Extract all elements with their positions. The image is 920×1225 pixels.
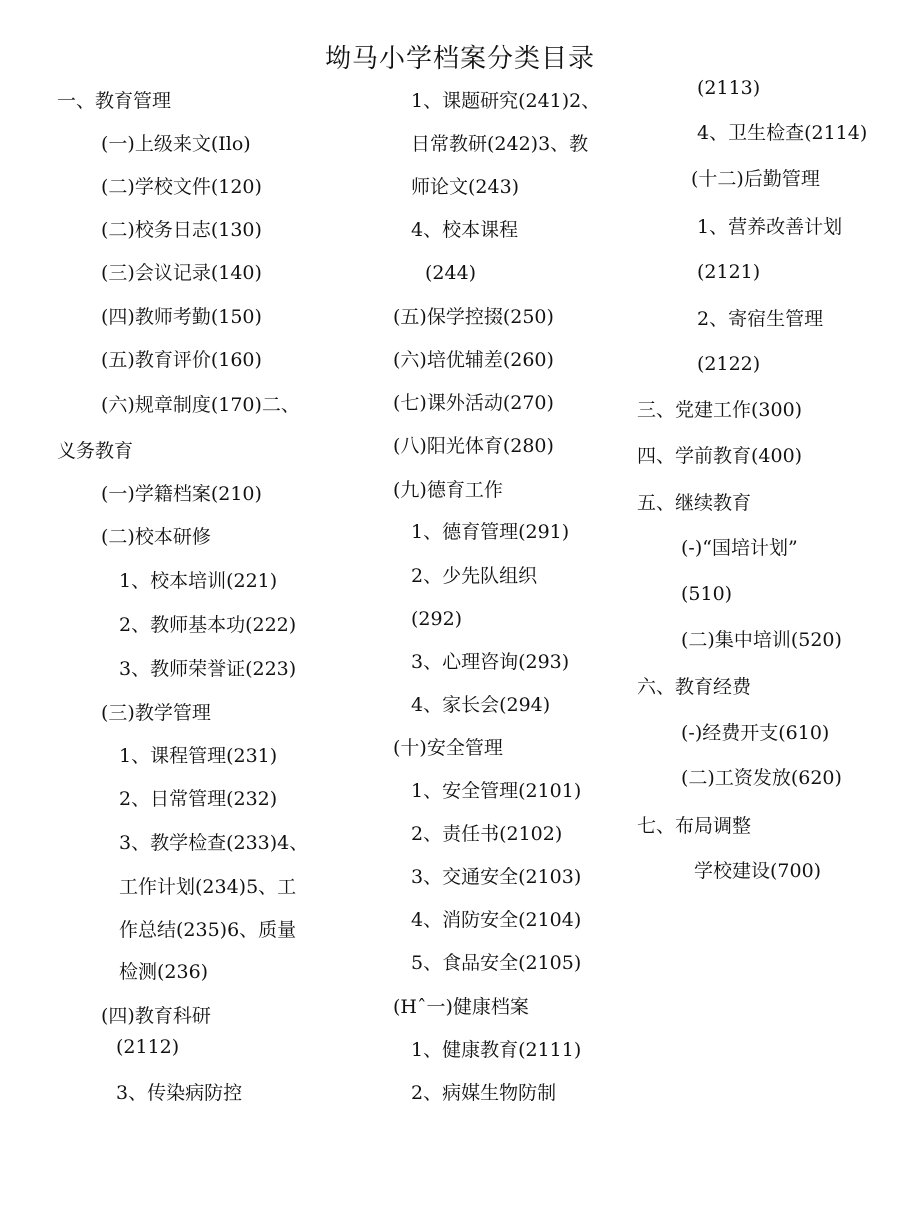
- catalog-entry: 作总结(235)6、质量: [119, 919, 297, 941]
- catalog-entry: 3、教学检查(233)4、: [119, 832, 309, 854]
- catalog-entry: 3、交通安全(2103): [411, 866, 582, 888]
- section-heading: 七、布局调整: [637, 815, 752, 837]
- catalog-entry: 1、安全管理(2101): [411, 780, 582, 802]
- catalog-entry: (2121): [697, 261, 761, 283]
- catalog-entry: (-)经费开支(610): [681, 722, 830, 744]
- document-title: 坳马小学档案分类目录: [324, 44, 595, 74]
- catalog-entry: 日常教研(242)3、教: [411, 133, 589, 155]
- catalog-entry: (-)“国培计划”: [681, 537, 798, 559]
- catalog-entry: (五)教育评价(160): [101, 349, 262, 371]
- catalog-entry: 1、德育管理(291): [411, 521, 570, 543]
- catalog-entry: 2、病媒生物防制: [411, 1082, 557, 1104]
- catalog-entry: (二)校务日志(130): [101, 219, 262, 241]
- catalog-entry: 4、卫生检查(2114): [697, 122, 868, 144]
- catalog-entry: (510): [681, 583, 733, 605]
- catalog-entry: 2、责任书(2102): [411, 823, 563, 845]
- catalog-entry: 1、校本培训(221): [119, 570, 278, 592]
- catalog-entry: 1、营养改善计划: [697, 216, 843, 238]
- catalog-entry: (九)德育工作: [393, 479, 503, 501]
- catalog-entry: (二)集中培训(520): [681, 629, 842, 651]
- catalog-entry: 1、课程管理(231): [119, 745, 278, 767]
- catalog-entry: 2、少先队组织: [411, 565, 538, 587]
- catalog-entry: (Hˆ一)健康档案: [393, 996, 529, 1018]
- catalog-entry: 1、健康教育(2111): [411, 1039, 582, 1061]
- catalog-entry: (六)规章制度(170)二、: [101, 394, 300, 416]
- catalog-entry: 师论文(243): [411, 176, 520, 198]
- catalog-entry: (六)培优辅差(260): [393, 349, 554, 371]
- section-heading: 义务教育: [57, 440, 134, 462]
- catalog-entry: 4、消防安全(2104): [411, 909, 582, 931]
- catalog-entry: (五)保学控掇(250): [393, 306, 554, 328]
- catalog-entry: (2122): [697, 353, 761, 375]
- catalog-entry: 检测(236): [119, 961, 209, 983]
- catalog-entry: (一)上级来文(Ilo): [101, 133, 251, 155]
- catalog-entry: (十二)后勤管理: [691, 168, 820, 190]
- catalog-entry: (三)教学管理: [101, 702, 211, 724]
- catalog-entry: 3、传染病防控: [116, 1082, 243, 1104]
- catalog-entry: 2、日常管理(232): [119, 788, 278, 810]
- catalog-entry: (四)教育科研: [101, 1005, 211, 1027]
- catalog-entry: (十)安全管理: [393, 737, 503, 759]
- catalog-entry: 1、课题研究(241)2、: [411, 90, 601, 112]
- catalog-entry: 4、校本课程: [411, 219, 519, 241]
- catalog-entry: (292): [411, 608, 463, 630]
- catalog-entry: (2112): [116, 1036, 180, 1058]
- catalog-entry: (七)课外活动(270): [393, 392, 554, 414]
- catalog-entry: (二)工资发放(620): [681, 767, 842, 789]
- catalog-entry: 2、教师基本功(222): [119, 614, 297, 636]
- section-heading: 四、学前教育(400): [637, 445, 803, 467]
- section-heading: 三、党建工作(300): [637, 399, 803, 421]
- section-heading: 六、教育经费: [637, 676, 752, 698]
- catalog-entry: (八)阳光体育(280): [393, 435, 554, 457]
- section-heading: 一、教育管理: [57, 90, 172, 112]
- catalog-entry: (四)教师考勤(150): [101, 306, 262, 328]
- catalog-entry: (244): [425, 262, 477, 284]
- catalog-entry: 4、家长会(294): [411, 694, 551, 716]
- catalog-entry: (2113): [697, 77, 761, 99]
- catalog-entry: (二)校本研修: [101, 526, 211, 548]
- catalog-entry: 学校建设(700): [694, 860, 822, 882]
- catalog-entry: 3、心理咨询(293): [411, 651, 570, 673]
- catalog-entry: 2、寄宿生管理: [697, 308, 824, 330]
- catalog-entry: (二)学校文件(120): [101, 176, 262, 198]
- section-heading: 五、继续教育: [637, 492, 752, 514]
- catalog-entry: 工作计划(234)5、工: [119, 876, 297, 898]
- catalog-entry: 3、教师荣誉证(223): [119, 658, 297, 680]
- catalog-entry: (一)学籍档案(210): [101, 483, 262, 505]
- catalog-entry: (三)会议记录(140): [101, 262, 262, 284]
- catalog-entry: 5、食品安全(2105): [411, 952, 582, 974]
